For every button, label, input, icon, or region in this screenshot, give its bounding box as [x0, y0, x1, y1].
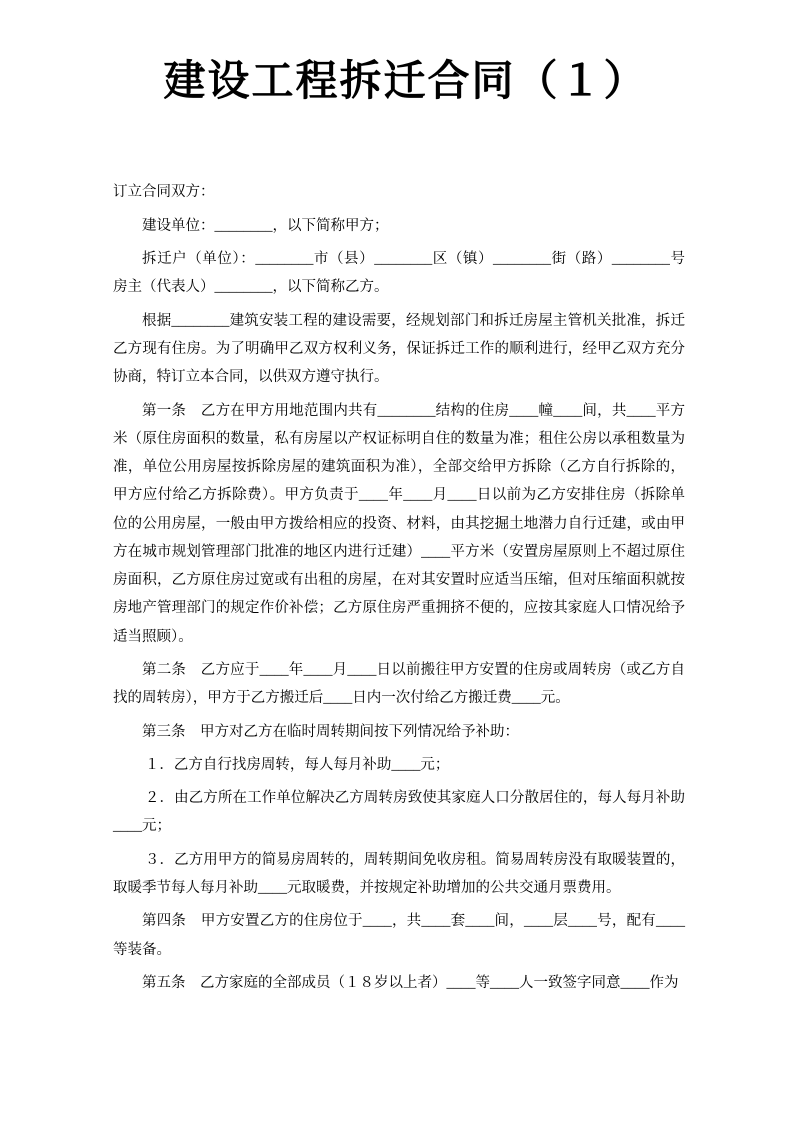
paragraph-3: 拆迁户（单位）：________市（县）________区（镇）________街（路）________号房主（代表人）________，以下简称乙方。 — [113, 251, 685, 296]
clause-4: 第四条 甲方安置乙方的住房位于____，共____套____间，____层____号，配有____等装备。 — [113, 913, 685, 958]
clause-3-item-1: １．乙方自行找房周转，每人每月补助____元； — [144, 756, 450, 773]
clause-5: 第五条 乙方家庭的全部成员（１８岁以上者）____等____人一致签字同意____作为 — [142, 974, 679, 991]
paragraph-1: 订立合同双方： — [113, 184, 215, 201]
clause-3-item-3: ３．乙方用甲方的简易房周转的，周转期间免收房租。简易周转房没有取暖装置的，取暖季节每人每月补助____元取暖费，并按规定补助增加的公共交通月票费用。 — [113, 851, 685, 897]
clause-3: 第三条 甲方对乙方在临时周转期间按下列情况给予补助： — [142, 723, 519, 740]
clause-1: 第一条 乙方在甲方用地范围内共有________结构的住房____幢____间，共____平方米（原住房面积的数量，私有房屋以产权证标明自住的数量为准；租住公房以承租数量为准，单位公用房屋按拆除房屋的建筑面积为准），全部交给甲方拆除（乙方自行拆除的，甲方应付给乙方拆除费）。甲方负责于____年____月____日以前为乙方安排住房（拆除单位的公用房屋，一般由甲方拨给相应的投资、材料，由其挖掘土地潜力自行迁建，或由甲方在城市规划管理部门批准的地区内进行迁建）____平方米（安置房屋原则上不超过原住房面积，乙方原住房过宽或有出租的房屋，在对其安置时应适当压缩，但对压缩面积就按房地产管理部门的规定作价补偿；乙方原住房严重拥挤不便的，应按其家庭人口情况给予适当照顾）。 — [113, 402, 685, 645]
document-body — [0, 178, 793, 997]
clause-3-item-2: ２．由乙方所在工作单位解决乙方周转房致使其家庭人口分散居住的，每人每月补助____元； — [113, 790, 685, 835]
clause-2: 第二条 乙方应于____年____月____日以前搬往甲方安置的住房或周转房（或乙方自找的周转房），甲方于乙方搬迁后____日内一次付给乙方搬迁费____元。 — [113, 661, 685, 707]
paragraph-2: 建设单位：________，以下简称甲方； — [142, 217, 389, 234]
page-title: 建设工程拆迁合同（１） — [163, 57, 648, 104]
paragraph-4: 根据________建筑安装工程的建设需要，经规划部门和拆迁房屋主管机关批准，拆迁乙方现有住房。为了明确甲乙双方权利义务，保证拆迁工作的顺利进行，经甲乙双方充分协商，特订立本合同，以供双方遵守执行。 — [113, 312, 685, 386]
